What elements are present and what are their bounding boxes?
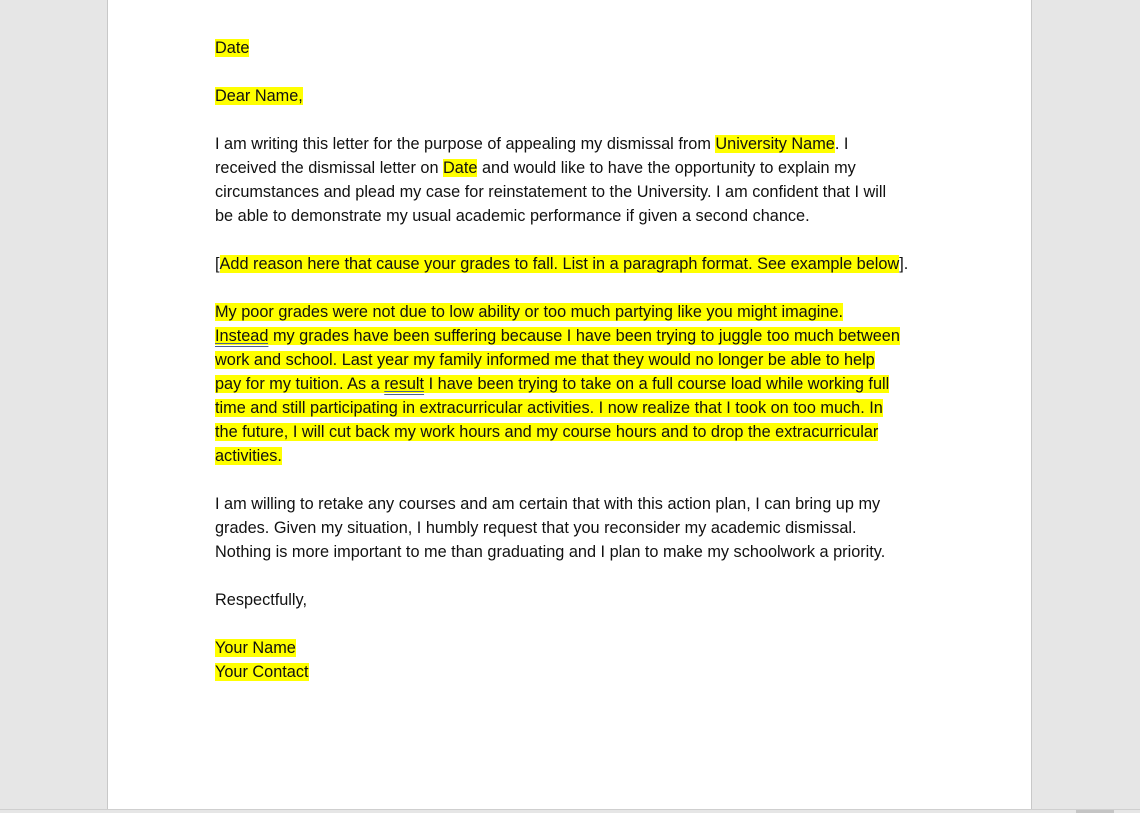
paragraph-example xyxy=(215,300,927,468)
instruction-placeholder: Add reason here that cause your grades to fall. List in a paragraph format. See example below xyxy=(219,255,900,273)
example-line-5: time and still participating in extracurricular activities. I now realize that I took on too much. In xyxy=(215,399,883,417)
example-line-4b: I have been trying to take on a full course load while working full xyxy=(424,375,890,393)
paragraph-request xyxy=(215,492,927,564)
signature-contact-line xyxy=(215,660,927,684)
date-line xyxy=(215,36,927,60)
intro-text-2: . I xyxy=(834,135,849,153)
request-line-1: I am willing to retake any courses and am certain that with this action plan, I can bring up my xyxy=(215,495,881,513)
example-line-7: activities. xyxy=(215,447,282,465)
salutation-line xyxy=(215,84,927,108)
letter-body xyxy=(215,36,927,684)
intro-text-3: received the dismissal letter on xyxy=(215,159,444,177)
example-line-3: work and school. Last year my family informed me that they would no longer be able to help xyxy=(215,351,875,369)
intro-text-4: and would like to have the opportunity to explain my xyxy=(477,159,856,177)
request-line-2: grades. Given my situation, I humbly request that you reconsider my academic dismissal. xyxy=(215,519,857,537)
salutation-placeholder: Dear Name, xyxy=(215,87,303,105)
intro-text-1: I am writing this letter for the purpose of appealing my dismissal from xyxy=(215,135,716,153)
intro-text-6: be able to demonstrate my usual academic performance if given a second chance. xyxy=(215,207,810,225)
request-line-3: Nothing is more important to me than graduating and I plan to make my schoolwork a priority. xyxy=(215,543,886,561)
grammar-flag-instead[interactable]: Instead xyxy=(215,327,269,345)
closing-text: Respectfully, xyxy=(215,591,307,609)
paragraph-instruction xyxy=(215,252,927,276)
instruction-close-bracket: ]. xyxy=(899,255,909,273)
dismissal-date-placeholder: Date xyxy=(443,159,478,177)
signature-name-placeholder: Your Name xyxy=(215,639,296,657)
intro-text-5: circumstances and plead my case for reinstatement to the University. I am confident that I will xyxy=(215,183,887,201)
instruction-open-bracket: [ xyxy=(215,255,220,273)
date-placeholder: Date xyxy=(215,39,250,57)
signature-name-line xyxy=(215,636,927,660)
example-line-2: my grades have been suffering because I have been trying to juggle too much between xyxy=(268,327,900,345)
page-bottom-edge xyxy=(0,809,1140,810)
paragraph-intro xyxy=(215,132,927,228)
example-line-6: the future, I will cut back my work hours and my course hours and to drop the extracurricular xyxy=(215,423,879,441)
grammar-flag-result[interactable]: result xyxy=(384,375,425,393)
signature-contact-placeholder: Your Contact xyxy=(215,663,309,681)
example-line-4a: pay for my tuition. As a xyxy=(215,375,385,393)
example-line-1: My poor grades were not due to low ability or too much partying like you might imagine. xyxy=(215,303,844,321)
closing-line xyxy=(215,588,927,612)
university-name-placeholder: University Name xyxy=(715,135,835,153)
